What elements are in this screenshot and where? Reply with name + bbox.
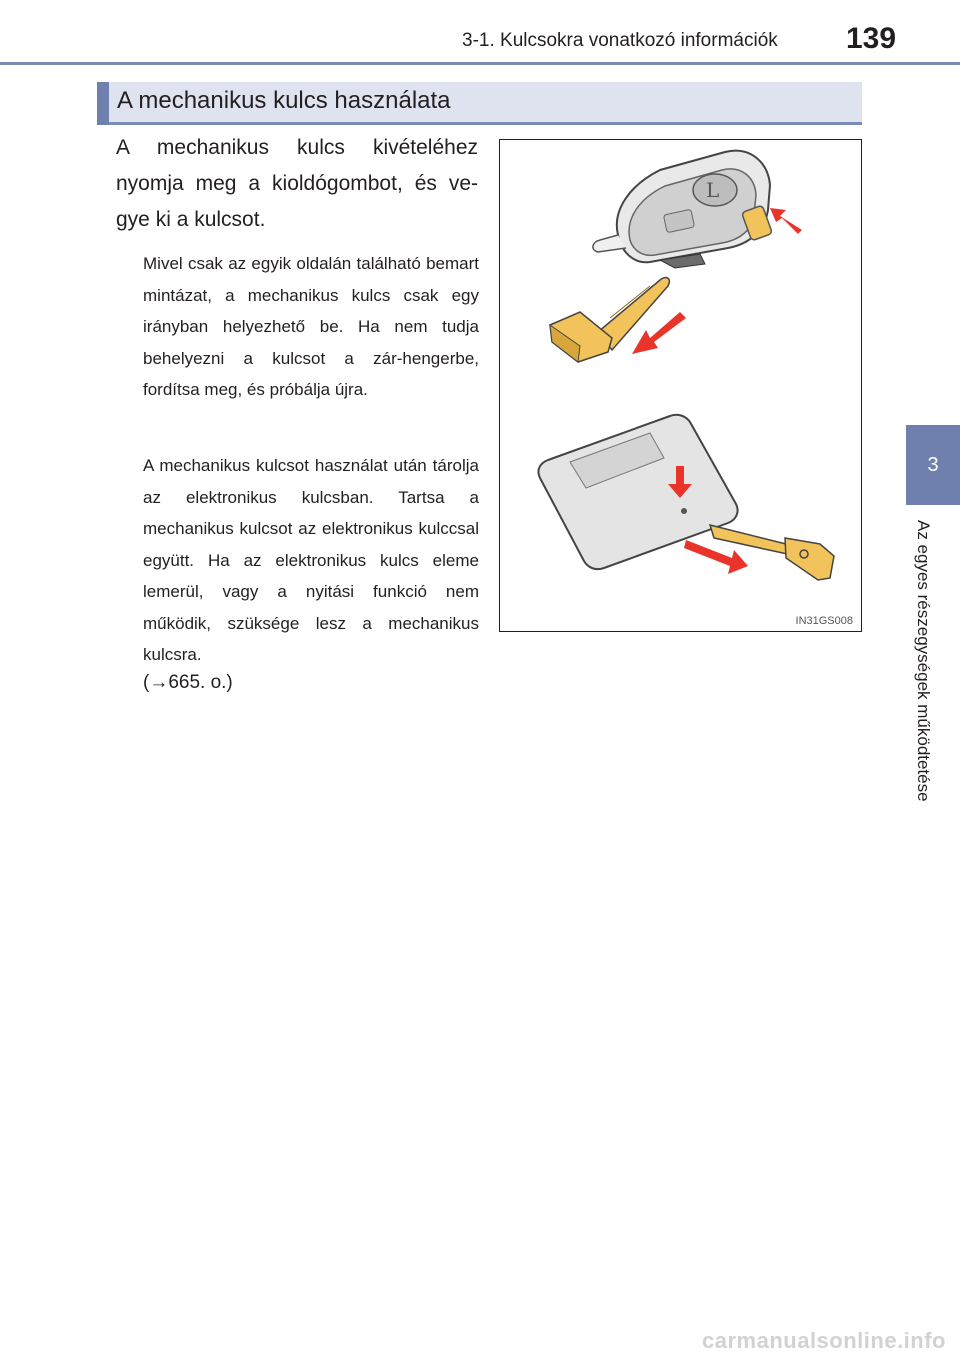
page-reference: (→665. o.) [143, 672, 233, 693]
running-header-title: 3-1. Kulcsokra vonatkozó információk [462, 30, 778, 51]
key-fob-illustration [593, 151, 773, 268]
chapter-number: 3 [927, 453, 939, 476]
key-illustration [499, 139, 862, 632]
svg-text:L: L [706, 178, 720, 202]
note-paragraph-2: A mechanikus kulcsot használat után tárolja az elektronikus kulcsban. Tartsa a mechanikus kulcsot az elektronikus kulccsal együtt. Ha az elektronikus kulcs eleme lemerül, vagy a nyitási funkció nem működik, szüksége lesz a mechanikus kulcsra. [143, 456, 479, 664]
chapter-tab [906, 425, 960, 505]
section-heading-bar [97, 82, 862, 125]
release-button-arrow [770, 208, 802, 234]
figure-code: IN31GS008 [795, 615, 853, 627]
intro-paragraph: A mechanikus kulcs kivételéhez nyomja meg a kioldógombot, és ve-gye ki a kulcsot. [116, 136, 478, 231]
section-title: A mechanikus kulcs használata [117, 87, 451, 114]
page-number: 139 [846, 22, 897, 55]
card-key-illustration [538, 415, 737, 569]
store-key-arrow [684, 540, 748, 574]
watermark: carmanualsonline.info [702, 1328, 946, 1353]
key-illustration-drawing [500, 140, 861, 631]
chapter-label: Az egyes részegységek működtetése [914, 520, 933, 802]
header-rule [0, 62, 960, 65]
section-accent [97, 82, 109, 125]
note-paragraph-1: Mivel csak az egyik oldalán található bemart mintázat, a mechanikus kulcs csak egy irányban helyezhető be. Ha nem tudja behelyezni a kulcsot a zár-hengerbe, fordítsa meg, és próbálja újra. [143, 254, 479, 399]
